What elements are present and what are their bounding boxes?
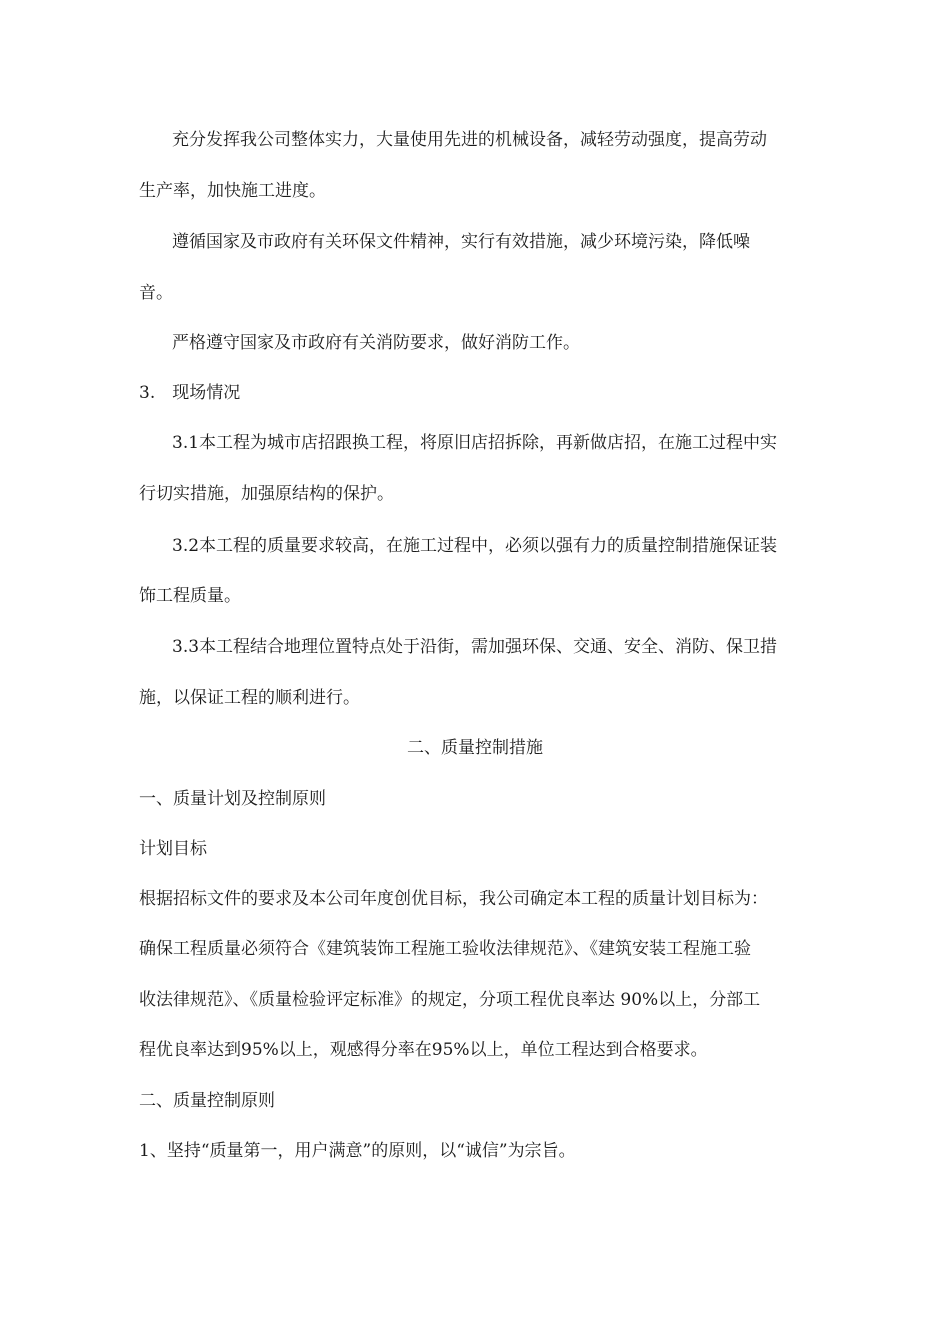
section-heading: 一、质量计划及控制原则 xyxy=(139,789,326,809)
paragraph-line: 遵循国家及市政府有关环保文件精神，实行有效措施，减少环境污染，降低噪 xyxy=(172,232,750,252)
section-heading: 二、质量控制原则 xyxy=(139,1091,275,1111)
chapter-title: 二、质量控制措施 xyxy=(407,738,543,758)
paragraph-line: 饰工程质量。 xyxy=(139,586,241,606)
paragraph-line: 1、坚持“质量第一，用户满意”的原则，以“诚信”为宗旨。 xyxy=(139,1141,576,1161)
paragraph-line: 3.2本工程的质量要求较高，在施工过程中，必须以强有力的质量控制措施保证装 xyxy=(172,536,778,556)
paragraph-line: 确保工程质量必须符合《建筑装饰工程施工验收法律规范》、《建筑安装工程施工验 xyxy=(139,939,751,959)
paragraph-line: 施，以保证工程的顺利进行。 xyxy=(139,688,360,708)
subsection-heading: 计划目标 xyxy=(139,839,207,859)
paragraph-line: 程优良率达到95%以上，观感得分率在95%以上，单位工程达到合格要求。 xyxy=(139,1040,708,1060)
paragraph-line: 生产率，加快施工进度。 xyxy=(139,181,326,201)
paragraph-line: 3.1本工程为城市店招跟换工程，将原旧店招拆除，再新做店招，在施工过程中实 xyxy=(172,433,778,453)
paragraph-line: 行切实措施，加强原结构的保护。 xyxy=(139,484,394,504)
paragraph-line: 充分发挥我公司整体实力，大量使用先进的机械设备，减轻劳动强度，提高劳动 xyxy=(172,130,767,150)
paragraph-line: 音。 xyxy=(139,283,173,303)
paragraph-line: 根据招标文件的要求及本公司年度创优目标，我公司确定本工程的质量计划目标为： xyxy=(139,889,768,909)
paragraph-line: 严格遵守国家及市政府有关消防要求，做好消防工作。 xyxy=(172,333,580,353)
section-heading: 3. 现场情况 xyxy=(139,383,241,403)
paragraph-line: 3.3本工程结合地理位置特点处于沿街，需加强环保、交通、安全、消防、保卫措 xyxy=(172,637,778,657)
paragraph-line: 收法律规范》、《质量检验评定标准》的规定，分项工程优良率达 90%以上，分部工 xyxy=(139,990,761,1010)
